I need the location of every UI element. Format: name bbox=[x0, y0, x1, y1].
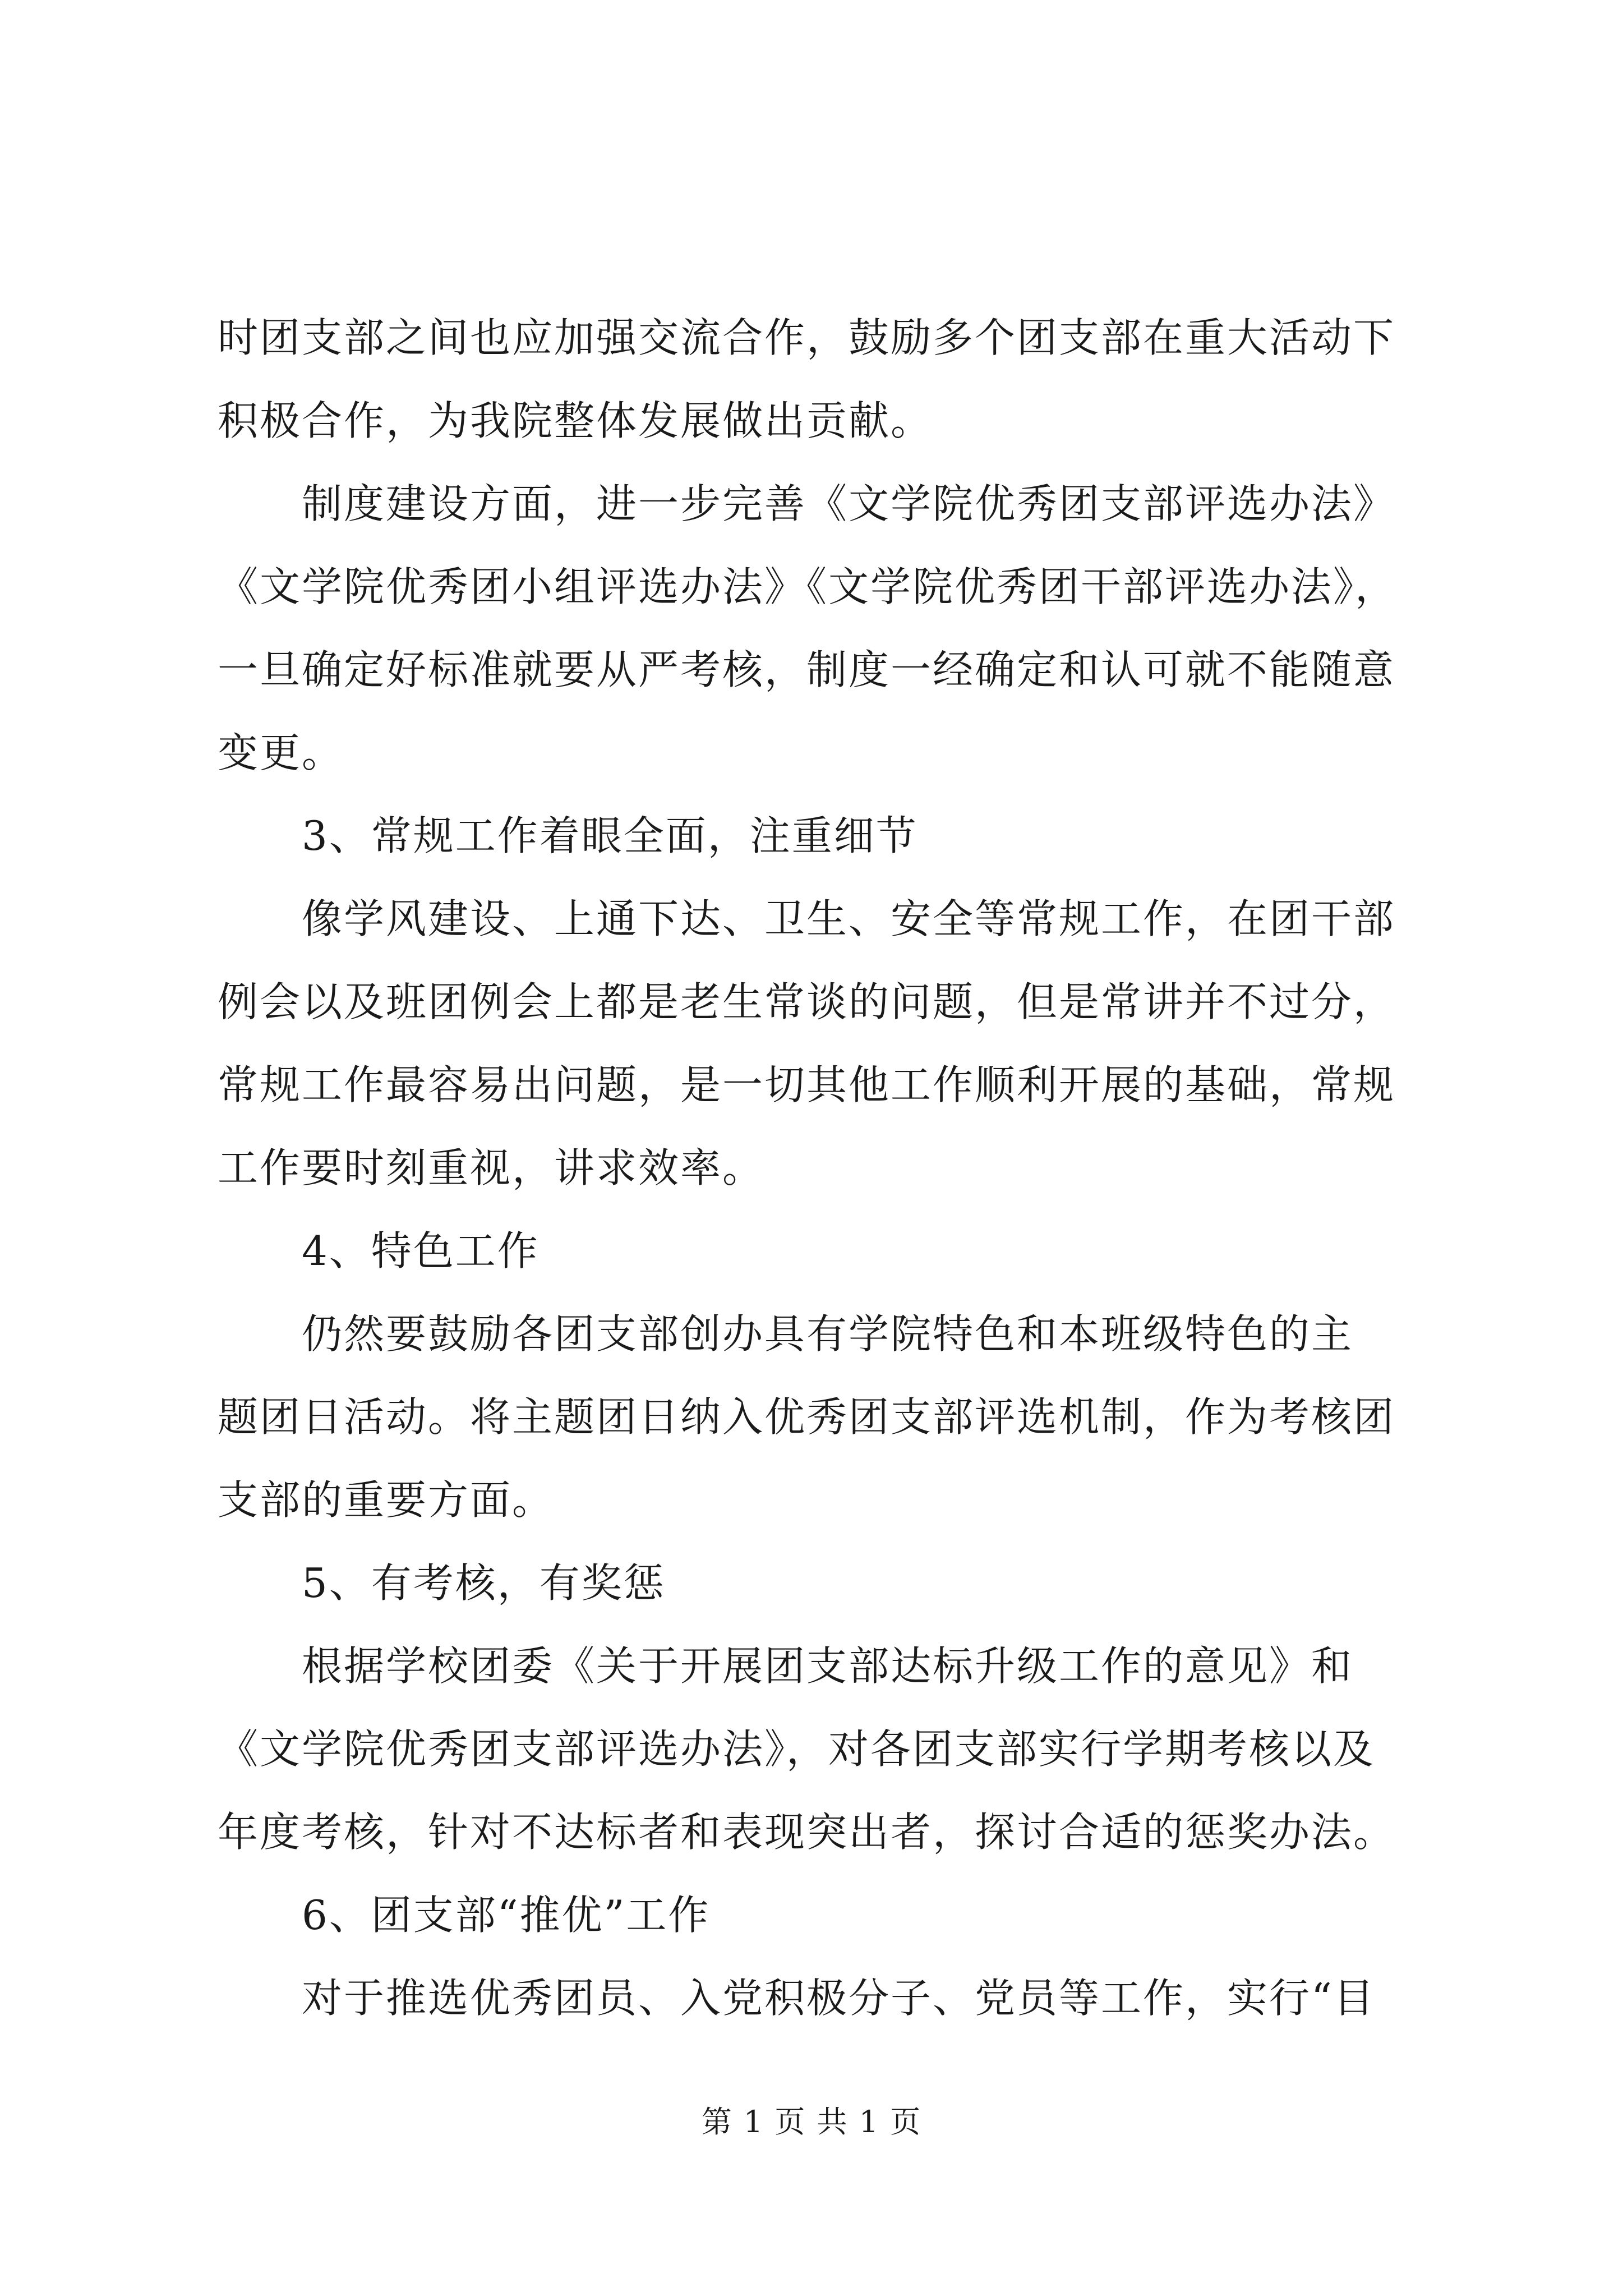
text-line: 年度考核，针对不达标者和表现突出者，探讨合适的惩奖办法。 bbox=[218, 1809, 1396, 1856]
text-line: 工作要时刻重视，讲求效率。 bbox=[218, 1144, 765, 1191]
text-line: 对于推选优秀团员、入党积极分子、党员等工作，实行“目 bbox=[302, 1975, 1376, 2022]
text-line: 制度建设方面，进一步完善《文学院优秀团支部评选办法》 bbox=[302, 480, 1396, 527]
text-line: 时团支部之间也应加强交流合作，鼓励多个团支部在重大活动下 bbox=[218, 314, 1396, 361]
text-line: 一旦确定好标准就要从严考核，制度一经确定和认可就不能随意 bbox=[218, 646, 1396, 693]
page-footer: 第 1 页 共 1 页 bbox=[701, 2104, 922, 2139]
text-line: 例会以及班团例会上都是老生常谈的问题，但是常讲并不过分， bbox=[218, 978, 1396, 1025]
text-line: 根据学校团委《关于开展团支部达标升级工作的意见》和 bbox=[302, 1642, 1354, 1690]
text-line: 常规工作最容易出问题，是一切其他工作顺利开展的基础，常规 bbox=[218, 1061, 1396, 1108]
text-line: 仍然要鼓励各团支部创办具有学院特色和本班级特色的主 bbox=[302, 1310, 1354, 1358]
text-line: 变更。 bbox=[218, 729, 344, 776]
text-line: 像学风建设、上通下达、卫生、安全等常规工作，在团干部 bbox=[302, 895, 1396, 942]
text-line: 5、有考核，有奖惩 bbox=[302, 1559, 666, 1607]
text-line: 支部的重要方面。 bbox=[218, 1476, 555, 1524]
text-line: 6、团支部“推优”工作 bbox=[302, 1892, 711, 1939]
text-line: 《文学院优秀团小组评选办法》《文学院优秀团干部评选办法》， bbox=[218, 563, 1398, 610]
text-line: 4、特色工作 bbox=[302, 1227, 540, 1274]
text-line: 《文学院优秀团支部评选办法》，对各团支部实行学期考核以及 bbox=[218, 1726, 1376, 1773]
document-body bbox=[218, 296, 1423, 2040]
text-line: 3、常规工作着眼全面，注重细节 bbox=[302, 812, 918, 859]
text-line: 积极合作，为我院整体发展做出贡献。 bbox=[218, 397, 933, 444]
text-line: 题团日活动。将主题团日纳入优秀团支部评选机制，作为考核团 bbox=[218, 1393, 1396, 1441]
